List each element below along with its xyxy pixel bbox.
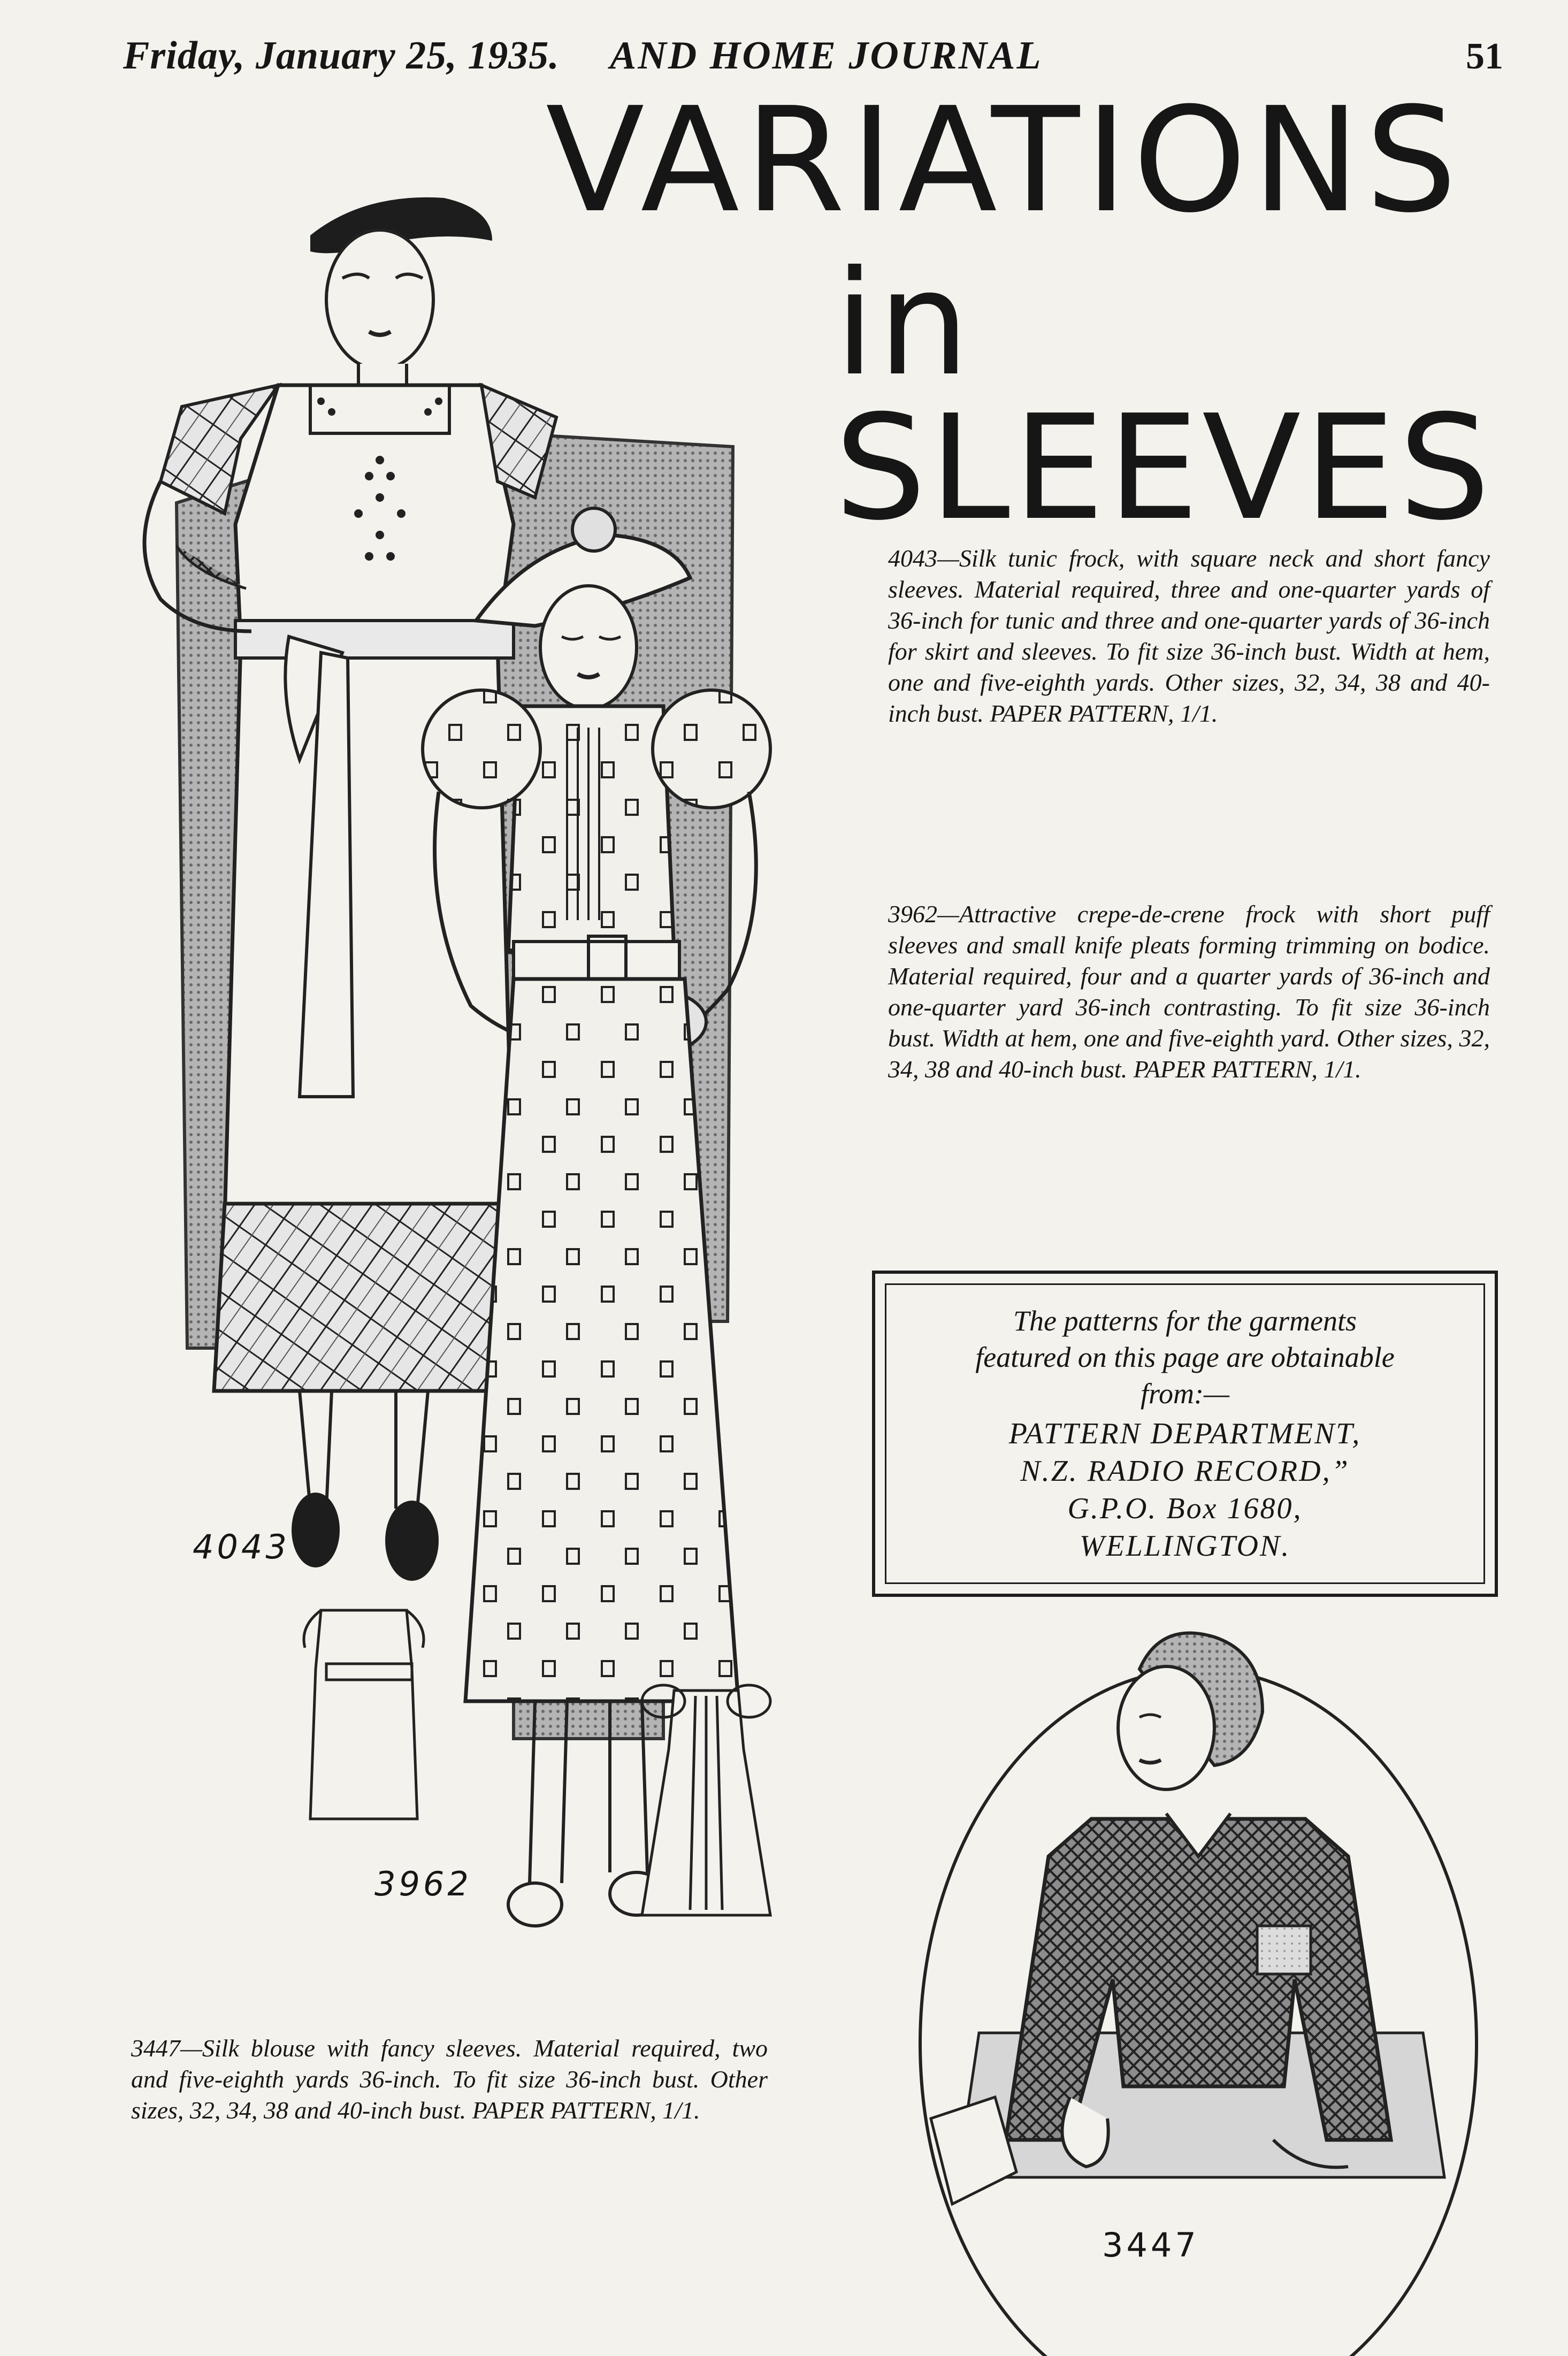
info-line-7: WELLINGTON. bbox=[1079, 1529, 1291, 1563]
info-line-2: featured on this page are obtainable bbox=[975, 1341, 1395, 1373]
pattern-description-3447: 3447—Silk blouse with fancy sleeves. Material required, two and five-eighth yards 36-inch. To fit size 36-inch bust. Other sizes, 32, 34, 38 and 40-inch bust. PAPER PATTERN, 1/1. bbox=[131, 2034, 768, 2124]
pattern-description-3962: 3962—Attractive crepe-de-crene frock with short puff sleeves and small knife pleats forming trimming on bodice. Material required, four and a quarter yards of 36-inch and one-quarter yard 36-inch contrasting. To fit size 36-inch bust. Width at hem, one and five-eighth yard. Other sizes, 32, 34, 38 and 40-inch bust. PAPER PATTERN, 1/1. bbox=[888, 900, 1490, 1083]
info-line-5: N.Z. RADIO RECORD,” bbox=[1020, 1455, 1350, 1488]
figure-label-3447: 3447 bbox=[1102, 2225, 1199, 2265]
info-box-inner-border bbox=[885, 1283, 1485, 1584]
page-title-line1: VARIATIONS bbox=[546, 76, 1463, 244]
figure-label-3962: 3962 bbox=[374, 1864, 472, 1903]
header-journal-title: AND HOME JOURNAL bbox=[610, 34, 1043, 78]
info-line-6: G.P.O. Box 1680, bbox=[1067, 1492, 1303, 1525]
info-line-4: PATTERN DEPARTMENT, bbox=[1008, 1417, 1362, 1450]
page-title-line2: in SLEEVES bbox=[835, 239, 1494, 552]
header-date: Friday, January 25, 1935. bbox=[123, 34, 560, 78]
flat-sketch-4043 bbox=[304, 1610, 424, 1819]
pattern-description-4043: 4043—Silk tunic frock, with square neck and short fancy sleeves. Material required, three and one-quarter yards of 36-inch for tunic and three and one-quarter yards of 36-inch for skirt and sleeves. To fit size 36-inch bust. Width at hem, one and five-eighth yards. Other sizes, 32, 34, 38 and 40-inch bust. PAPER PATTERN, 1/1. bbox=[888, 545, 1490, 727]
figure-label-4043: 4043 bbox=[193, 1527, 290, 1566]
info-line-3: from:— bbox=[1140, 1378, 1229, 1410]
info-line-1: The patterns for the garments bbox=[1013, 1305, 1357, 1337]
page-number: 51 bbox=[1466, 36, 1503, 77]
pattern-department-box bbox=[872, 1271, 1498, 1597]
